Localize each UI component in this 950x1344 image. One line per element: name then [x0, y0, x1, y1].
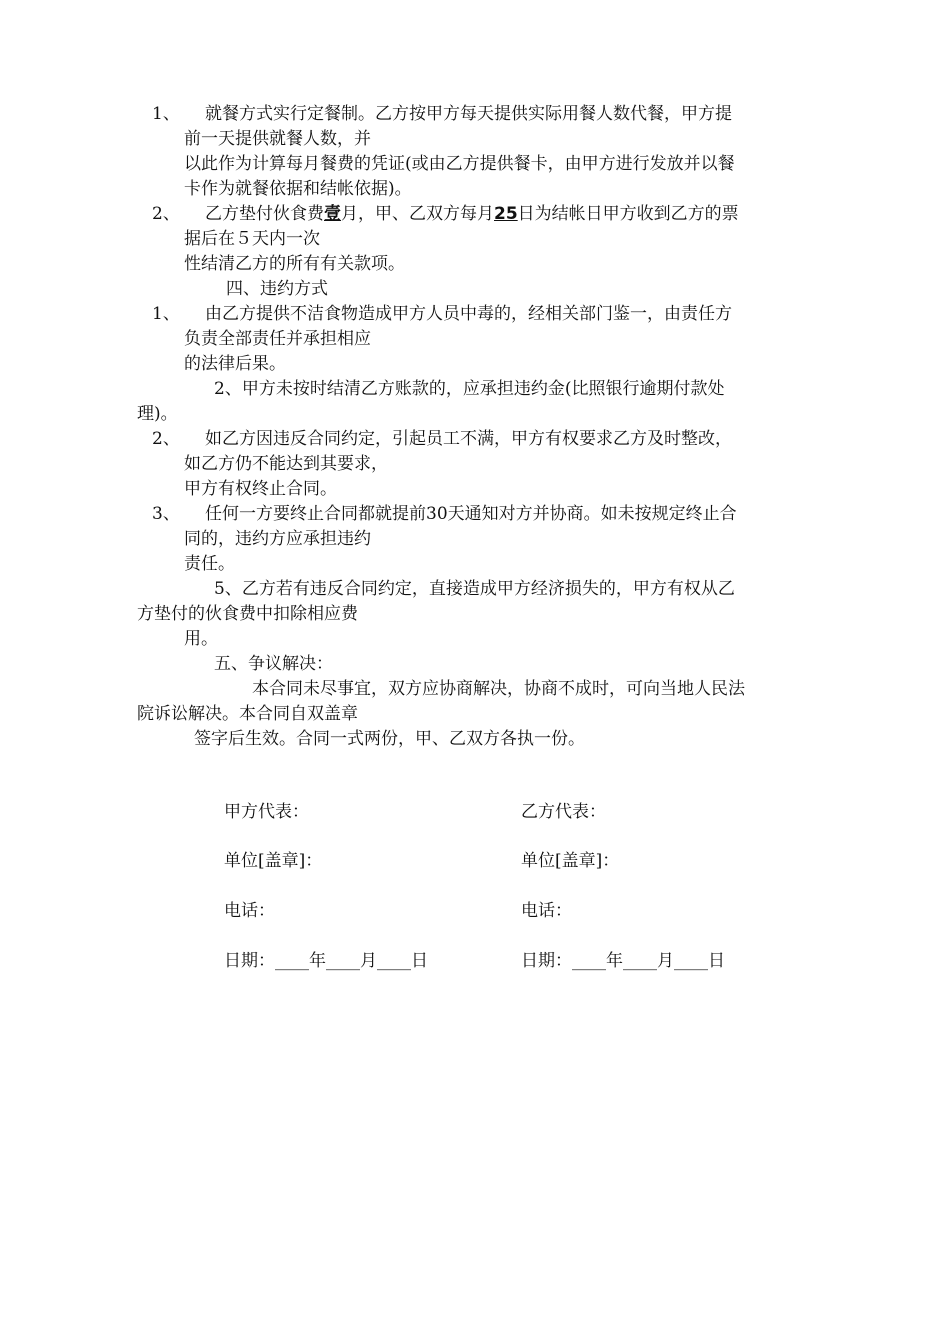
paragraph-line: 以此作为计算每月餐费的凭证(或由乙方提供餐卡，由甲方进行发放并以餐 — [184, 154, 735, 174]
paragraph-line: 院诉讼解决。本合同自双盖章 — [137, 704, 358, 724]
text-segment: 日为结帐日甲方收到乙方的票 — [517, 204, 739, 224]
item-number: 3、 — [152, 504, 180, 524]
paragraph-line: 同的，违约方应承担违约 — [184, 529, 371, 549]
party-a-date-line: 日期：____年____月____日 — [224, 951, 428, 971]
paragraph-line: 由乙方提供不洁食物造成甲方人员中毒的，经相关部门鉴一，由责任方 — [205, 304, 732, 324]
paragraph-line: 据后在５天内一次 — [184, 229, 320, 249]
party-b-phone-label: 电话： — [521, 901, 572, 921]
paragraph-line: 如乙方因违反合同约定，引起员工不满，甲方有权要求乙方及时整改， — [205, 429, 732, 449]
section-heading: 四、违约方式 — [226, 279, 328, 299]
party-b-date-line: 日期：____年____月____日 — [521, 951, 725, 971]
paragraph-line: 理)。 — [137, 404, 178, 424]
section-heading: 五、争议解决： — [214, 654, 333, 674]
paragraph-line: 本合同未尽事宜，双方应协商解决，协商不成时，可向当地人民法 — [252, 679, 745, 699]
item-number: 1、 — [152, 104, 180, 124]
paragraph-line: 性结清乙方的所有有关款项。 — [184, 254, 405, 274]
paragraph-line: 方垫付的伙食费中扣除相应费 — [137, 604, 358, 624]
paragraph-line: 责任。 — [184, 554, 235, 574]
paragraph-line: 5、乙方若有违反合同约定，直接造成甲方经济损失的，甲方有权从乙 — [214, 579, 735, 599]
months-value: 壹 — [324, 204, 341, 224]
text-segment: 月，甲、乙双方每月 — [341, 204, 494, 224]
paragraph-line: 签字后生效。合同一式两份，甲、乙双方各执一份。 — [194, 729, 585, 749]
text-segment: 乙方垫付伙食费 — [205, 204, 324, 224]
paragraph-line: 用。 — [184, 629, 218, 649]
paragraph-line: 前一天提供就餐人数，并 — [184, 129, 371, 149]
paragraph-line — [205, 203, 739, 225]
item-number: 1、 — [152, 304, 180, 324]
party-b-representative-label: 乙方代表： — [521, 802, 606, 822]
paragraph-line: 负责全部责任并承担相应 — [184, 329, 371, 349]
paragraph-line: 的法律后果。 — [184, 354, 286, 374]
item-number: 2、 — [152, 204, 180, 224]
billing-day-value: 25 — [494, 204, 518, 224]
party-a-representative-label: 甲方代表： — [224, 802, 309, 822]
paragraph-line: 如乙方仍不能达到其要求， — [184, 454, 388, 474]
paragraph-line: 就餐方式实行定餐制。乙方按甲方每天提供实际用餐人数代餐，甲方提 — [205, 104, 732, 124]
party-a-phone-label: 电话： — [224, 901, 275, 921]
paragraph-line: 卡作为就餐依据和结帐依据)。 — [184, 179, 412, 199]
party-b-unit-seal-label: 单位[盖章]： — [521, 851, 620, 871]
paragraph-line: 甲方有权终止合同。 — [184, 479, 337, 499]
paragraph-line: 2、甲方未按时结清乙方账款的，应承担违约金(比照银行逾期付款处 — [214, 379, 725, 399]
party-a-unit-seal-label: 单位[盖章]： — [224, 851, 323, 871]
item-number: 2、 — [152, 429, 180, 449]
paragraph-line: 任何一方要终止合同都就提前30天通知对方并协商。如未按规定终止合 — [205, 504, 737, 524]
